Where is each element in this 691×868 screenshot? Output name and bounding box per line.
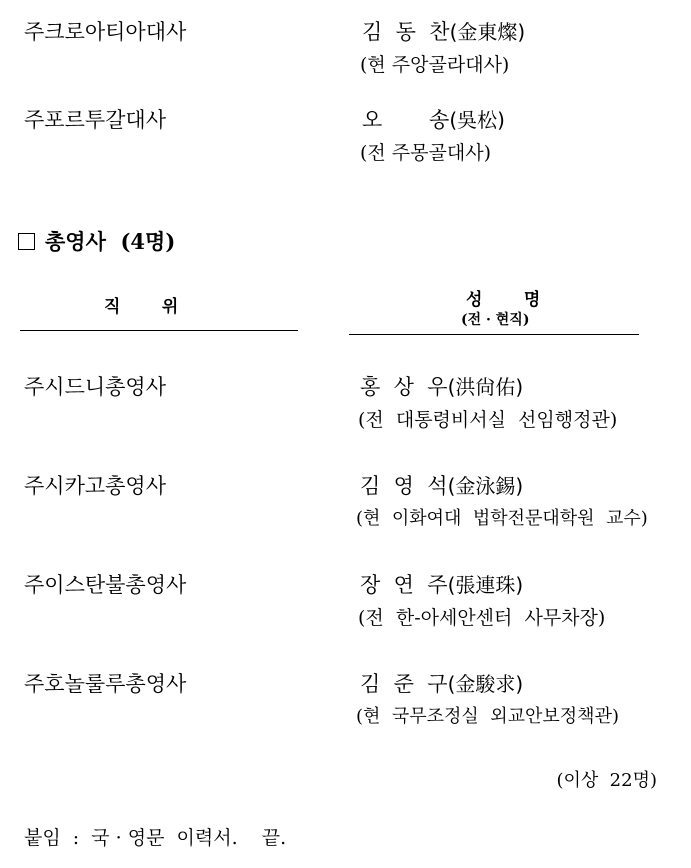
name-korean: 김 영 석 (360, 474, 448, 498)
post-title: 주시카고총영사 (24, 474, 167, 498)
post-title: 주호놀룰루총영사 (24, 672, 187, 696)
name-hanja: (張連珠) (447, 573, 524, 597)
column-divider-right (349, 334, 639, 335)
appointee-note: (전 주몽골대사) (360, 142, 491, 164)
name-korean: 김 준 구 (360, 672, 448, 696)
name-korean: 오 송 (362, 108, 450, 132)
post-title: 주시드니총영사 (24, 375, 167, 399)
appointee-name (360, 569, 523, 599)
closing-line: 붙임 : 국 · 영문 이력서. 끝. (24, 827, 287, 849)
post-title: 주포르투갈대사 (24, 108, 167, 132)
appointee-note: (전 대통령비서실 선임행정관) (358, 409, 618, 431)
column-header-name-sub: (전 · 현직) (461, 312, 530, 328)
appointee-name (362, 16, 525, 46)
column-header-name: 성 명 (466, 290, 541, 310)
name-korean: 김 동 찬 (362, 20, 450, 44)
appointee-note: (현 이화여대 법학전문대학원 교수) (356, 508, 648, 529)
name-korean: 홍 상 우 (360, 375, 448, 399)
appointee-name (360, 470, 523, 500)
total-count: (이상 22명) (556, 770, 657, 791)
appointee-name (360, 371, 523, 401)
name-korean: 장 연 주 (360, 573, 448, 597)
post-title: 주크로아티아대사 (24, 20, 187, 44)
post-title: 주이스탄불총영사 (24, 573, 187, 597)
appointee-name (362, 104, 505, 134)
name-hanja: (洪尙佑) (447, 375, 524, 399)
section-title (18, 226, 175, 256)
checkbox-square-icon (18, 233, 35, 250)
column-header-position: 직 위 (104, 297, 179, 317)
column-divider-left (20, 330, 298, 331)
name-hanja: (金泳錫) (447, 474, 524, 498)
section-title-text: 총영사 (4명) (45, 229, 176, 254)
appointee-note: (전 한-아세안센터 사무차장) (358, 607, 606, 629)
name-hanja: (吳松) (449, 108, 505, 132)
name-hanja: (金東燦) (449, 20, 526, 44)
appointee-note: (현 국무조정실 외교안보정책관) (356, 706, 619, 727)
appointee-name (360, 668, 523, 698)
appointee-note: (현 주앙골라대사) (360, 54, 510, 76)
name-hanja: (金駿求) (447, 672, 524, 696)
